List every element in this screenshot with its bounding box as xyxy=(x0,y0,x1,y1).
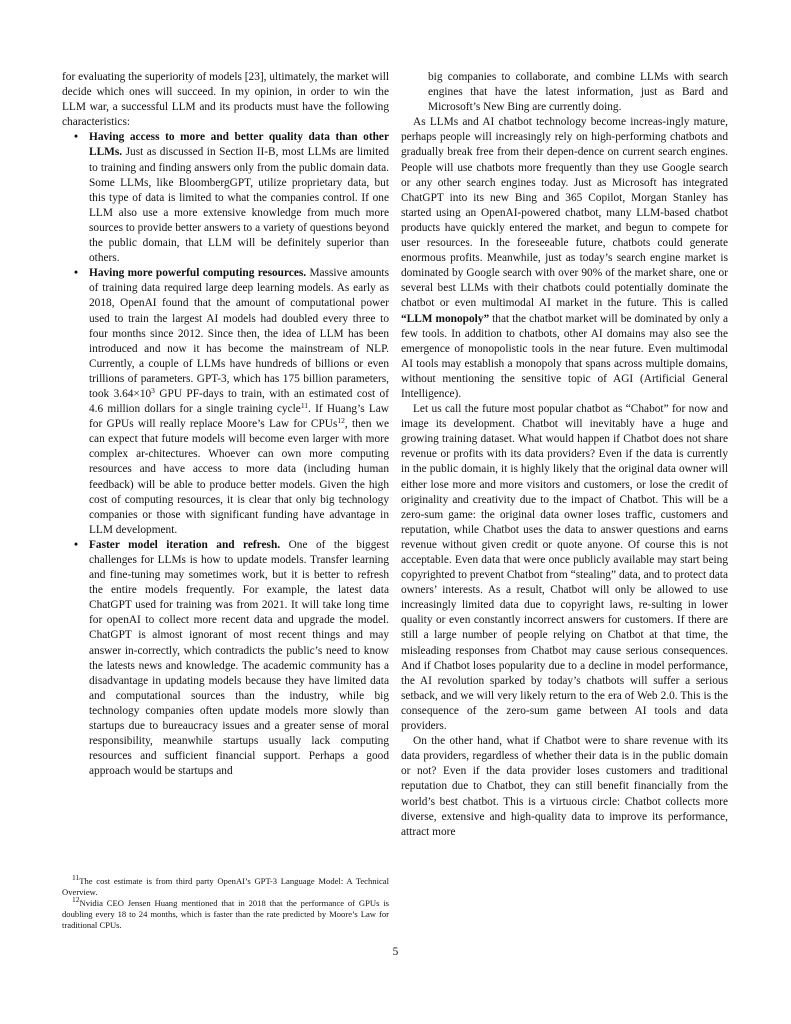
footnotes xyxy=(62,873,389,931)
list-item-text: One of the biggest challenges for LLMs is how to update models. Transfer learning and fine-tuning may sometimes work, but it is better to refresh the entire models frequently. For example, the latest data ChatGPT used for training was from 2021. It will take long time for openAI to collect more recent data and upgrade the model. ChatGPT is almost ignorant of most recent things and may answer in-correctly, which contradicts the public’s need to know the latests news and knowledge. The academic community has a disadvantage in updating models because they have limited data and computational sources than the industry, while big technology companies often update models more slowly than startups due to bureaucracy issues and a greater sense of moral responsibility, meanwhile startups usually lack computing resources and sufficient financial support. Perhaps a good approach would be startups and xyxy=(89,538,389,778)
list-item-text: Just as discussed in Section II-B, most LLMs are limited to training and finding answers only from the public domain data. Some LLMs, like BloombergGPT, utilize proprietary data, but this type of data is limited to what the companies control. If one LLM also use a more extensive knowledge from much more sources to provide better answers to a variety of questions beyond the public domain, that LLM will be definitely superior than others. xyxy=(89,146,389,265)
list-item-text: GPU PF-days to train, with an estimated cost of 4.6 million dollars for a single training cycle xyxy=(89,387,389,416)
list-item-title: Having more powerful computing resources. xyxy=(89,267,307,280)
exponent: 3 xyxy=(151,385,155,395)
list-item-iteration xyxy=(62,538,389,780)
paragraph-revenue-share: On the other hand, what if Chatbot were to share revenue with its data providers, regardless of whether their data is in the public domain or not? Even if the data provider loses customers and traditional reputation due to Chatbot, they can still benefit financially from the world’s best chatbot. This is a virtuous circle: Chatbot collects more diverse, extensive and high-quality data to improve its performance, attract more xyxy=(401,735,728,838)
footnote-ref-12: 12 xyxy=(337,416,345,426)
paragraph-chabot: Let us call the future most popular chatbot as “Chabot” for now and image its development. Chatbot will inevitably have a huge and growing training dataset. What would happen if Chatbot does not share revenue or profits with its data providers? Even if the data is currently in the public domain, it is highly likely that the original data owner will either lose more and more visitors and customers, or lose the credit of originality and creativity due to the impact of Chatbot. This will be a zero-sum game: the original data owner loses traffic, customers and reputation, while Chatbot uses the data to answer questions and earns revenue without given credit or quote anyone. Of course this is not acceptable. Even data that were once publicly available may start being copyrighted to prevent Chatbot from “stealing” data, and to protect data owners’ interests. As a result, Chatbot will only be allowed to use increasingly limited data due to copyright laws, re-sulting in lower quality or even constantly incorrect answers for customers. If there are still a large number of people relying on Chatbot at that time, the misleading responses from Chatbot may cause serious consequences. And if Chatbot loses popularity due to a decline in model performance, the AI revolution sparked by today’s chatbots will suffer a serious setback, and we will very likely return to the era of Web 2.0. This is the consequence of the zero-sum game between AI tools and data providers. xyxy=(401,403,728,733)
right-column xyxy=(401,70,728,840)
intro-paragraph: for evaluating the superiority of models [23], ultimately, the market will decide which ones will succeed. In my opinion, in order to win the LLM war, a successful LLM and its products must have the following characteristics: xyxy=(62,71,389,129)
list-item-title: Having access to more and better quality data than other LLMs. xyxy=(89,131,389,159)
footnote-11 xyxy=(62,873,389,898)
list-item-title: Faster model iteration and refresh. xyxy=(89,538,281,551)
page-number: 5 xyxy=(392,946,399,958)
footnote-ref-11: 11 xyxy=(300,401,309,411)
list-item-computing xyxy=(62,266,389,538)
bold-term: “LLM monopoly” xyxy=(401,312,490,325)
footnote-12 xyxy=(62,895,389,931)
footnote-number: 12 xyxy=(72,895,80,904)
list-item-text: , then we can expect that future models will become even larger with more complex ar-chitectures. Whoever can own more computing resources and have access to more data (including human feedback) will be able to produce better models. Given the high cost of computing resources, it is clear that only big technology companies or those with significant funding have advantage in LLM development. xyxy=(89,418,390,536)
paragraph-llm-monopoly xyxy=(401,115,728,402)
list-item-text: . If Huang’s Law for GPUs will really replace Moore’s Law for CPUs xyxy=(89,403,390,431)
footnote-text: The cost estimate is from third party OpenAI’s GPT-3 Language Model: A Technical Overview. xyxy=(62,876,389,897)
paragraph-text: that the chatbot market will be dominated by only a few tools. In addition to chatbots, other AI domains may also see the emergence of monopolistic tools in the near future. Even multimodal AI tools may establish a monopoly that spans across multiple domains, without mentioning the sensitive topic of AGI (Artificial General Intelligence). xyxy=(401,312,728,400)
paragraph-text: As LLMs and AI chatbot technology become increas-ingly mature, perhaps people will increasingly rely on high-performing chatbots and gradually break free from their depen-dence on current search engines. People will use chatbots more frequently than they use Google search or any other search engines today. Just as Microsoft has integrated ChatGPT into its new Bing and 365 Copilot, Morgan Stanley has started using an OpenAI-powered chatbot, many LLM-based chatbot products have quickly entered the market, and begun to compete for user resources. In the foreseeable future, chatbots could generate enormous profits. Meanwhile, just as today’s search engine market is dominated by Google search with over 90% of the market share, one or several best LLMs with their chatbots could potentially dominate the chatbot or even multimodal AI market in the future. This is called xyxy=(401,116,728,310)
bullet-continuation: big companies to collaborate, and combine LLMs with search engines that have the latest information, just as Bard and Microsoft’s New Bing are currently doing. xyxy=(428,71,728,114)
list-item-data xyxy=(62,130,389,266)
characteristics-list xyxy=(62,130,389,779)
list-item-text: Massive amounts of training data required large deep learning models. As early as 2018, OpenAI found that the amount of computational power used to train the largest AI models had doubled every three to four months since 2012. Since then, the idea of LLM has been introduced and now it has become the mainstream of NLP. Currently, a couple of LLMs have hundreds of billions or even trillions of parameters. GPT-3, which has 175 billion parameters, took 3.64×10 xyxy=(89,267,389,400)
footnote-number: 11 xyxy=(72,873,80,882)
left-column xyxy=(62,70,389,779)
footnote-text: Nvidia CEO Jensen Huang mentioned that in 2018 that the performance of GPUs is doubling every 18 to 24 months, which is faster than the rate predicted by Moore’s Law for traditional CPUs. xyxy=(62,898,389,930)
